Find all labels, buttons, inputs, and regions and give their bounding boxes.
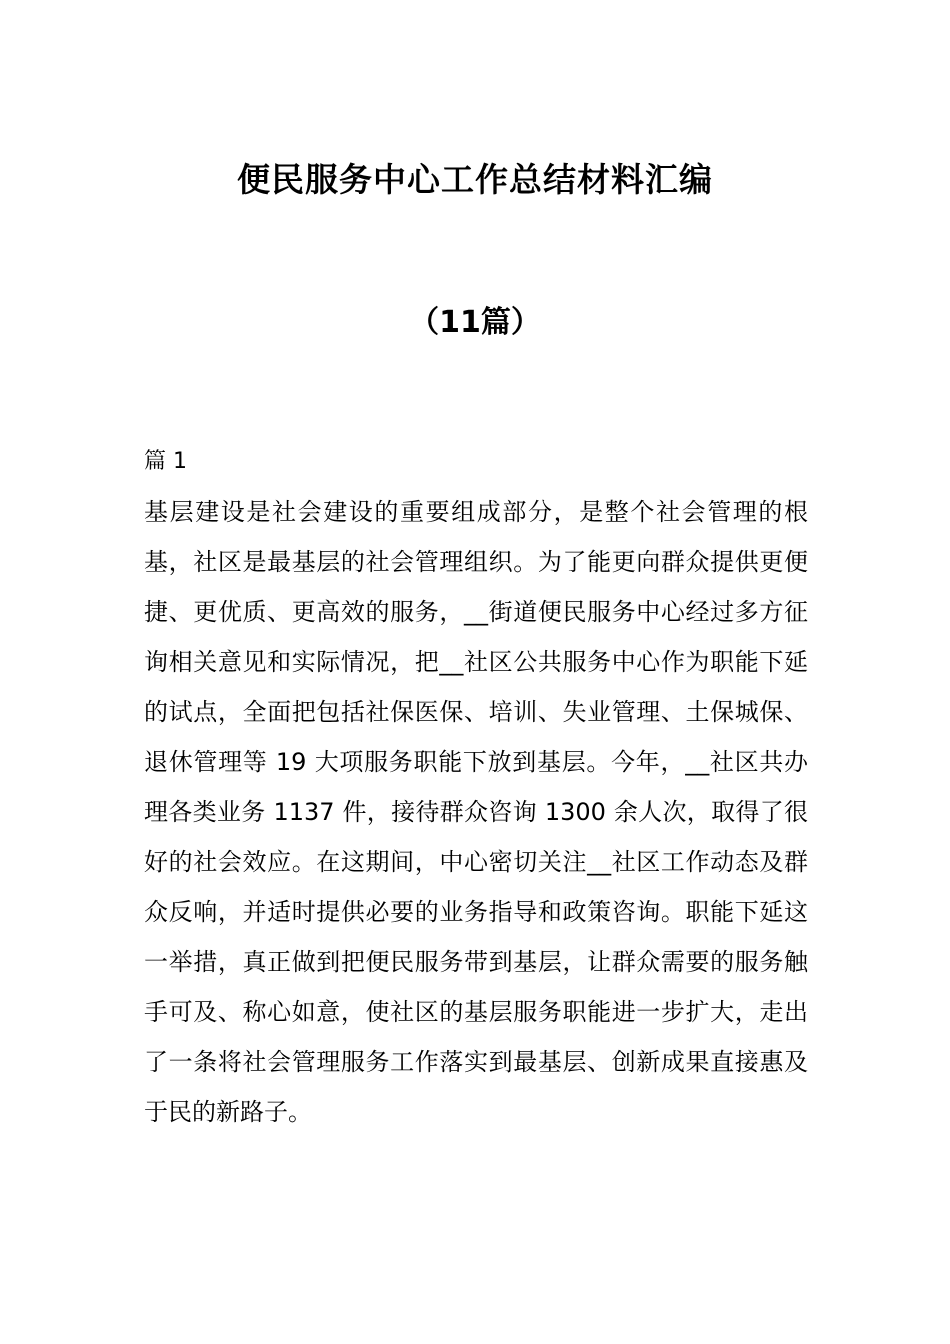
body-paragraph: 基层建设是社会建设的重要组成部分，是整个社会管理的根基，社区是最基层的社会管理组织。为了能更向群众提供更便捷、更优质、更高效的服务，__街道便民服务中心经过多方征询相关意见和实际情况，把__社区公共服务中心作为职能下延的试点，全面把包括社保医保、培训、失业管理、土保城保、退休管理等 19 大项服务职能下放到基层。今年，__社区共办理各类业务 1137 件，接待群众咨询 1300 余人次，取得了很好的社会效应。在这期间，中心密切关注__社区工作动态及群众反响，并适时提供必要的业务指导和政策咨询。职能下延这一举措，真正做到把便民服务带到基层，让群众需要的服务触手可及、称心如意，使社区的基层服务职能进一步扩大，走出了一条将社会管理服务工作落实到最基层、创新成果直接惠及于民的新路子。 bbox=[144, 498, 808, 1126]
section-label: 篇 1 bbox=[144, 449, 187, 474]
document-title: 便民服务中心工作总结材料汇编 bbox=[237, 160, 713, 199]
document-subtitle: （11篇） bbox=[409, 305, 541, 340]
